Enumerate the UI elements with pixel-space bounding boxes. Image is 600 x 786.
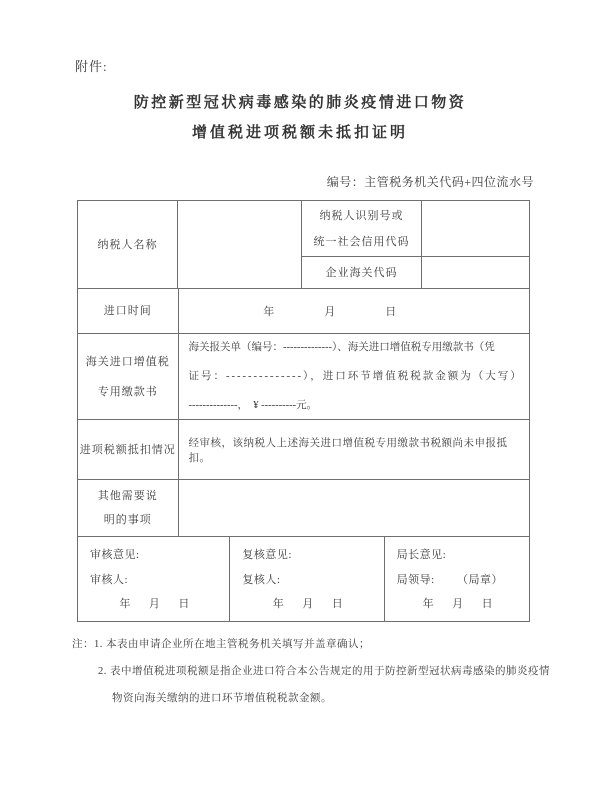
import-time-label: 进口时间	[78, 289, 179, 333]
other-matters-label	[78, 480, 179, 536]
row-import-time	[78, 289, 529, 334]
row-deduction	[78, 420, 529, 480]
director-date-line	[397, 595, 519, 611]
customs-code-value-cell	[422, 257, 529, 288]
taxpayer-name-value-cell	[178, 201, 302, 288]
payment-cert-text-line1: 海关报关单（编号：--------------）、海关进口增值税专用缴款书（凭	[188, 342, 495, 353]
taxpayer-id-label-line1: 纳税人识别号或	[319, 209, 404, 222]
row-signatures	[78, 537, 529, 621]
row-other-matters	[78, 480, 529, 537]
approval-date-line	[90, 595, 219, 611]
notes-section	[72, 631, 550, 712]
review-cell	[230, 537, 384, 621]
director-cell	[385, 537, 529, 621]
month-word: 月	[148, 598, 161, 610]
serial-number-label: 编号：主管税务机关代码+四位流水号	[326, 175, 534, 189]
deduction-value-cell: 经审核，该纳税人上述海关进口增值税专用缴款书税额尚未申报抵扣。	[188, 437, 508, 464]
month-word: 月	[302, 598, 314, 610]
note-line2: 2. 表中增值税进项税额是指企业进口符合本公告规定的用于防控新型冠状病毒感染的肺炎疫情	[98, 666, 550, 677]
director-opinion-label: 局长意见:	[396, 549, 447, 561]
other-matters-value-cell	[179, 480, 529, 536]
taxpayer-codes-subgrid	[302, 201, 529, 288]
note-line3: 物资向海关缴纳的进口环节增值税税款金额。	[112, 693, 332, 704]
review-person-label: 复核人:	[242, 573, 281, 586]
other-matters-label-line1: 其他需要说	[97, 490, 158, 502]
document-title-line1: 防控新型冠状病毒感染的肺炎疫情进口物资	[133, 95, 467, 111]
deduction-label: 进项税额抵扣情况	[78, 420, 179, 479]
review-opinion-label: 复核意见:	[242, 549, 292, 561]
taxpayer-id-subrow	[302, 201, 529, 257]
payment-cert-label-line1: 海关进口增值税	[85, 355, 170, 368]
row-payment-cert	[78, 334, 529, 420]
month-word: 月	[324, 306, 336, 318]
payment-cert-text-line2: 证号：--------------），进口环节增值税税款金额为（大写）	[188, 371, 523, 382]
taxpayer-id-label-line2: 统一社会信用代码	[313, 235, 410, 248]
month-word: 月	[452, 598, 464, 610]
year-word: 年	[119, 598, 131, 610]
payment-cert-label	[78, 334, 179, 419]
customs-code-label: 企业海关代码	[302, 257, 422, 288]
import-time-value-cell	[155, 289, 505, 333]
payment-cert-label-line2: 专用缴款书	[97, 385, 158, 398]
taxpayer-id-value-cell	[422, 201, 529, 256]
director-leader-label: 局领导:	[396, 573, 435, 586]
day-word: 日	[385, 306, 397, 318]
approval-cell	[78, 537, 230, 621]
taxpayer-id-label	[302, 201, 422, 256]
certificate-table	[77, 200, 530, 622]
other-matters-label-line2: 明的事项	[103, 514, 152, 526]
payment-cert-value-cell	[179, 334, 529, 419]
note-line1: 注：1. 本表由申请企业所在地主管税务机关填写并盖章确认；	[72, 639, 370, 650]
attachment-label: 附件:	[75, 59, 108, 74]
payment-cert-text-line3: --------------， ¥ ----------元。	[188, 400, 318, 411]
customs-code-subrow	[302, 257, 529, 288]
day-word: 日	[331, 598, 344, 610]
year-word: 年	[272, 598, 285, 610]
review-date-line	[242, 595, 373, 611]
bureau-seal-label: （局章）	[457, 573, 503, 586]
document-title-line2: 增值税进项税额未抵扣证明	[191, 125, 408, 141]
day-word: 日	[178, 598, 190, 610]
approval-opinion-label: 审核意见:	[90, 549, 140, 561]
taxpayer-name-label: 纳税人名称	[78, 201, 178, 288]
year-word: 年	[422, 598, 435, 610]
year-word: 年	[263, 306, 275, 318]
row-taxpayer	[78, 201, 529, 289]
director-person-row	[397, 571, 519, 587]
day-word: 日	[481, 598, 494, 610]
approval-person-label: 审核人:	[90, 573, 129, 586]
